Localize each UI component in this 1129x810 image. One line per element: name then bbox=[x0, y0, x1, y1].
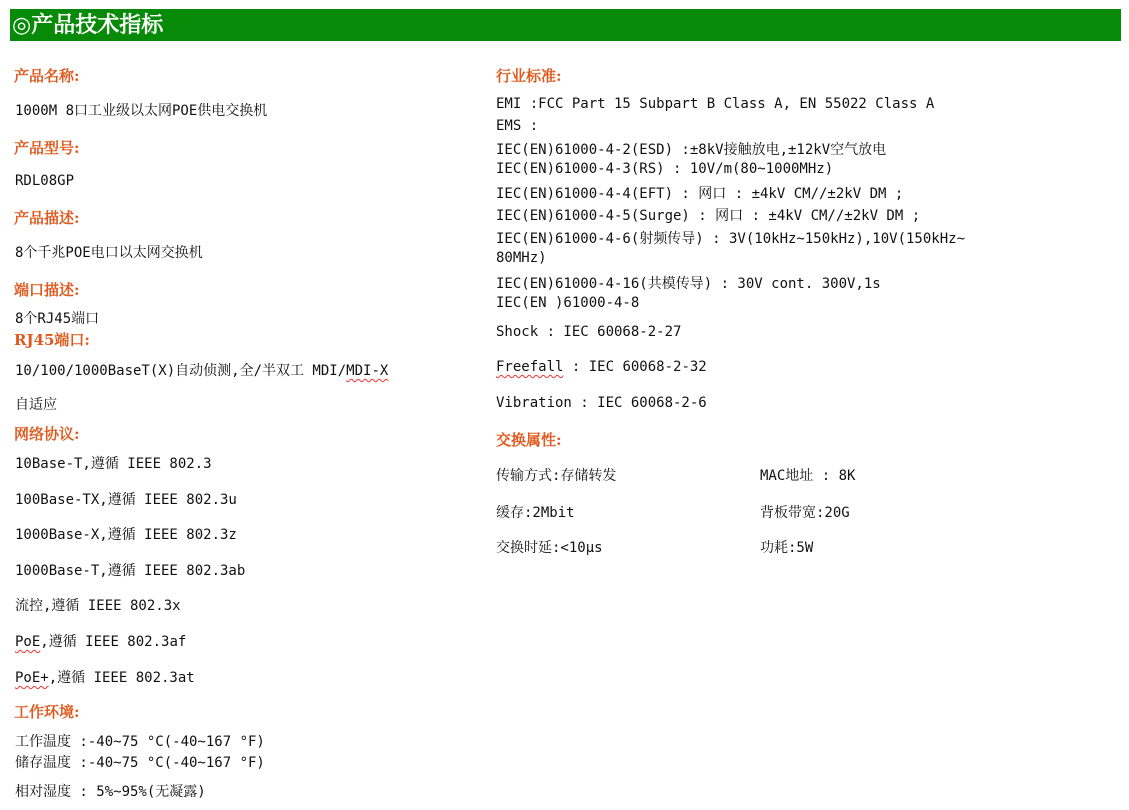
rj45-value-cont: 自适应 bbox=[15, 397, 57, 413]
standard-line: EMS : bbox=[496, 118, 539, 134]
freefall-value: : IEC 60068-2-32 bbox=[563, 359, 707, 375]
protocol-item: 1000Base-T,遵循 IEEE 802.3ab bbox=[15, 563, 246, 579]
switch-attr: 背板带宽:20G bbox=[760, 505, 850, 521]
environment-heading: 工作环境: bbox=[14, 703, 80, 721]
shock-standard: Shock : IEC 60068-2-27 bbox=[496, 324, 682, 340]
standard-line: IEC(EN)61000-4-5(Surge) : 网口 : ±4kV CM//±2kV DM ; bbox=[496, 208, 921, 224]
standard-line: IEC(EN)61000-4-6(射频传导) : 3V(10kHz~150kHz),10V(150kHz~ bbox=[496, 231, 966, 247]
product-model-value: RDL08GP bbox=[15, 173, 75, 189]
protocol-item: 1000Base-X,遵循 IEEE 802.3z bbox=[15, 527, 237, 543]
standard-line: IEC(EN)61000-4-4(EFT) : 网口 : ±4kV CM//±2kV DM ; bbox=[496, 186, 904, 202]
standards-heading: 行业标准: bbox=[496, 67, 562, 85]
protocol-heading: 网络协议: bbox=[14, 425, 80, 443]
rj45-value-mdix: MDI-X bbox=[346, 363, 389, 379]
standard-line: IEC(EN)61000-4-3(RS) : 10V/m(80~1000MHz) bbox=[496, 161, 834, 177]
port-desc-heading: 端口描述: bbox=[14, 281, 80, 299]
switch-attr: 缓存:2Mbit bbox=[496, 505, 575, 521]
freefall-standard bbox=[496, 359, 707, 375]
environment-item: 工作温度 :-40~75 °C(-40~167 °F) bbox=[15, 734, 265, 750]
standard-line: IEC(EN)61000-4-16(共模传导) : 30V cont. 300V,1s bbox=[496, 276, 881, 292]
product-desc-heading: 产品描述: bbox=[14, 209, 80, 227]
product-name-value: 1000M 8口工业级以太网POE供电交换机 bbox=[15, 103, 268, 119]
poe-plus-term: PoE+ bbox=[15, 670, 49, 686]
protocol-item: 流控,遵循 IEEE 802.3x bbox=[15, 598, 181, 614]
freefall-term: Freefall bbox=[496, 359, 564, 375]
section-banner: ◎产品技术指标 bbox=[10, 9, 1121, 41]
environment-item: 储存温度 :-40~75 °C(-40~167 °F) bbox=[15, 755, 265, 771]
vibration-standard: Vibration : IEC 60068-2-6 bbox=[496, 395, 707, 411]
switch-attr: MAC地址 : 8K bbox=[760, 468, 856, 484]
standard-line: 80MHz) bbox=[496, 250, 547, 266]
switch-attr: 功耗:5W bbox=[760, 540, 814, 556]
environment-item: 相对湿度 : 5%~95%(无凝露) bbox=[15, 784, 206, 800]
standard-line: IEC(EN)61000-4-2(ESD) :±8kV接触放电,±12kV空气放电 bbox=[496, 142, 887, 158]
standard-line: IEC(EN )61000-4-8 bbox=[496, 295, 640, 311]
poe-term: PoE bbox=[15, 634, 41, 650]
protocol-item bbox=[15, 667, 195, 687]
rj45-heading: RJ45端口: bbox=[14, 331, 90, 349]
rj45-value-main: 10/100/1000BaseT(X)自动侦测,全/半双工 MDI/ bbox=[15, 363, 347, 379]
poe-plus-standard: ,遵循 IEEE 802.3at bbox=[48, 670, 195, 686]
rj45-value bbox=[15, 360, 388, 380]
product-desc-value: 8个千兆POE电口以太网交换机 bbox=[15, 245, 203, 261]
product-model-heading: 产品型号: bbox=[14, 139, 80, 157]
protocol-item: 100Base-TX,遵循 IEEE 802.3u bbox=[15, 492, 237, 508]
standard-line: EMI :FCC Part 15 Subpart B Class A, EN 55022 Class A bbox=[496, 96, 935, 112]
protocol-item bbox=[15, 631, 186, 651]
port-desc-value: 8个RJ45端口 bbox=[15, 311, 100, 327]
switch-attr: 传输方式:存储转发 bbox=[496, 468, 617, 484]
product-name-heading: 产品名称: bbox=[14, 67, 80, 85]
poe-standard: ,遵循 IEEE 802.3af bbox=[40, 634, 187, 650]
protocol-item: 10Base-T,遵循 IEEE 802.3 bbox=[15, 456, 212, 472]
switch-attr: 交换时延:<10μs bbox=[496, 540, 603, 556]
switching-heading: 交换属性: bbox=[496, 431, 562, 449]
